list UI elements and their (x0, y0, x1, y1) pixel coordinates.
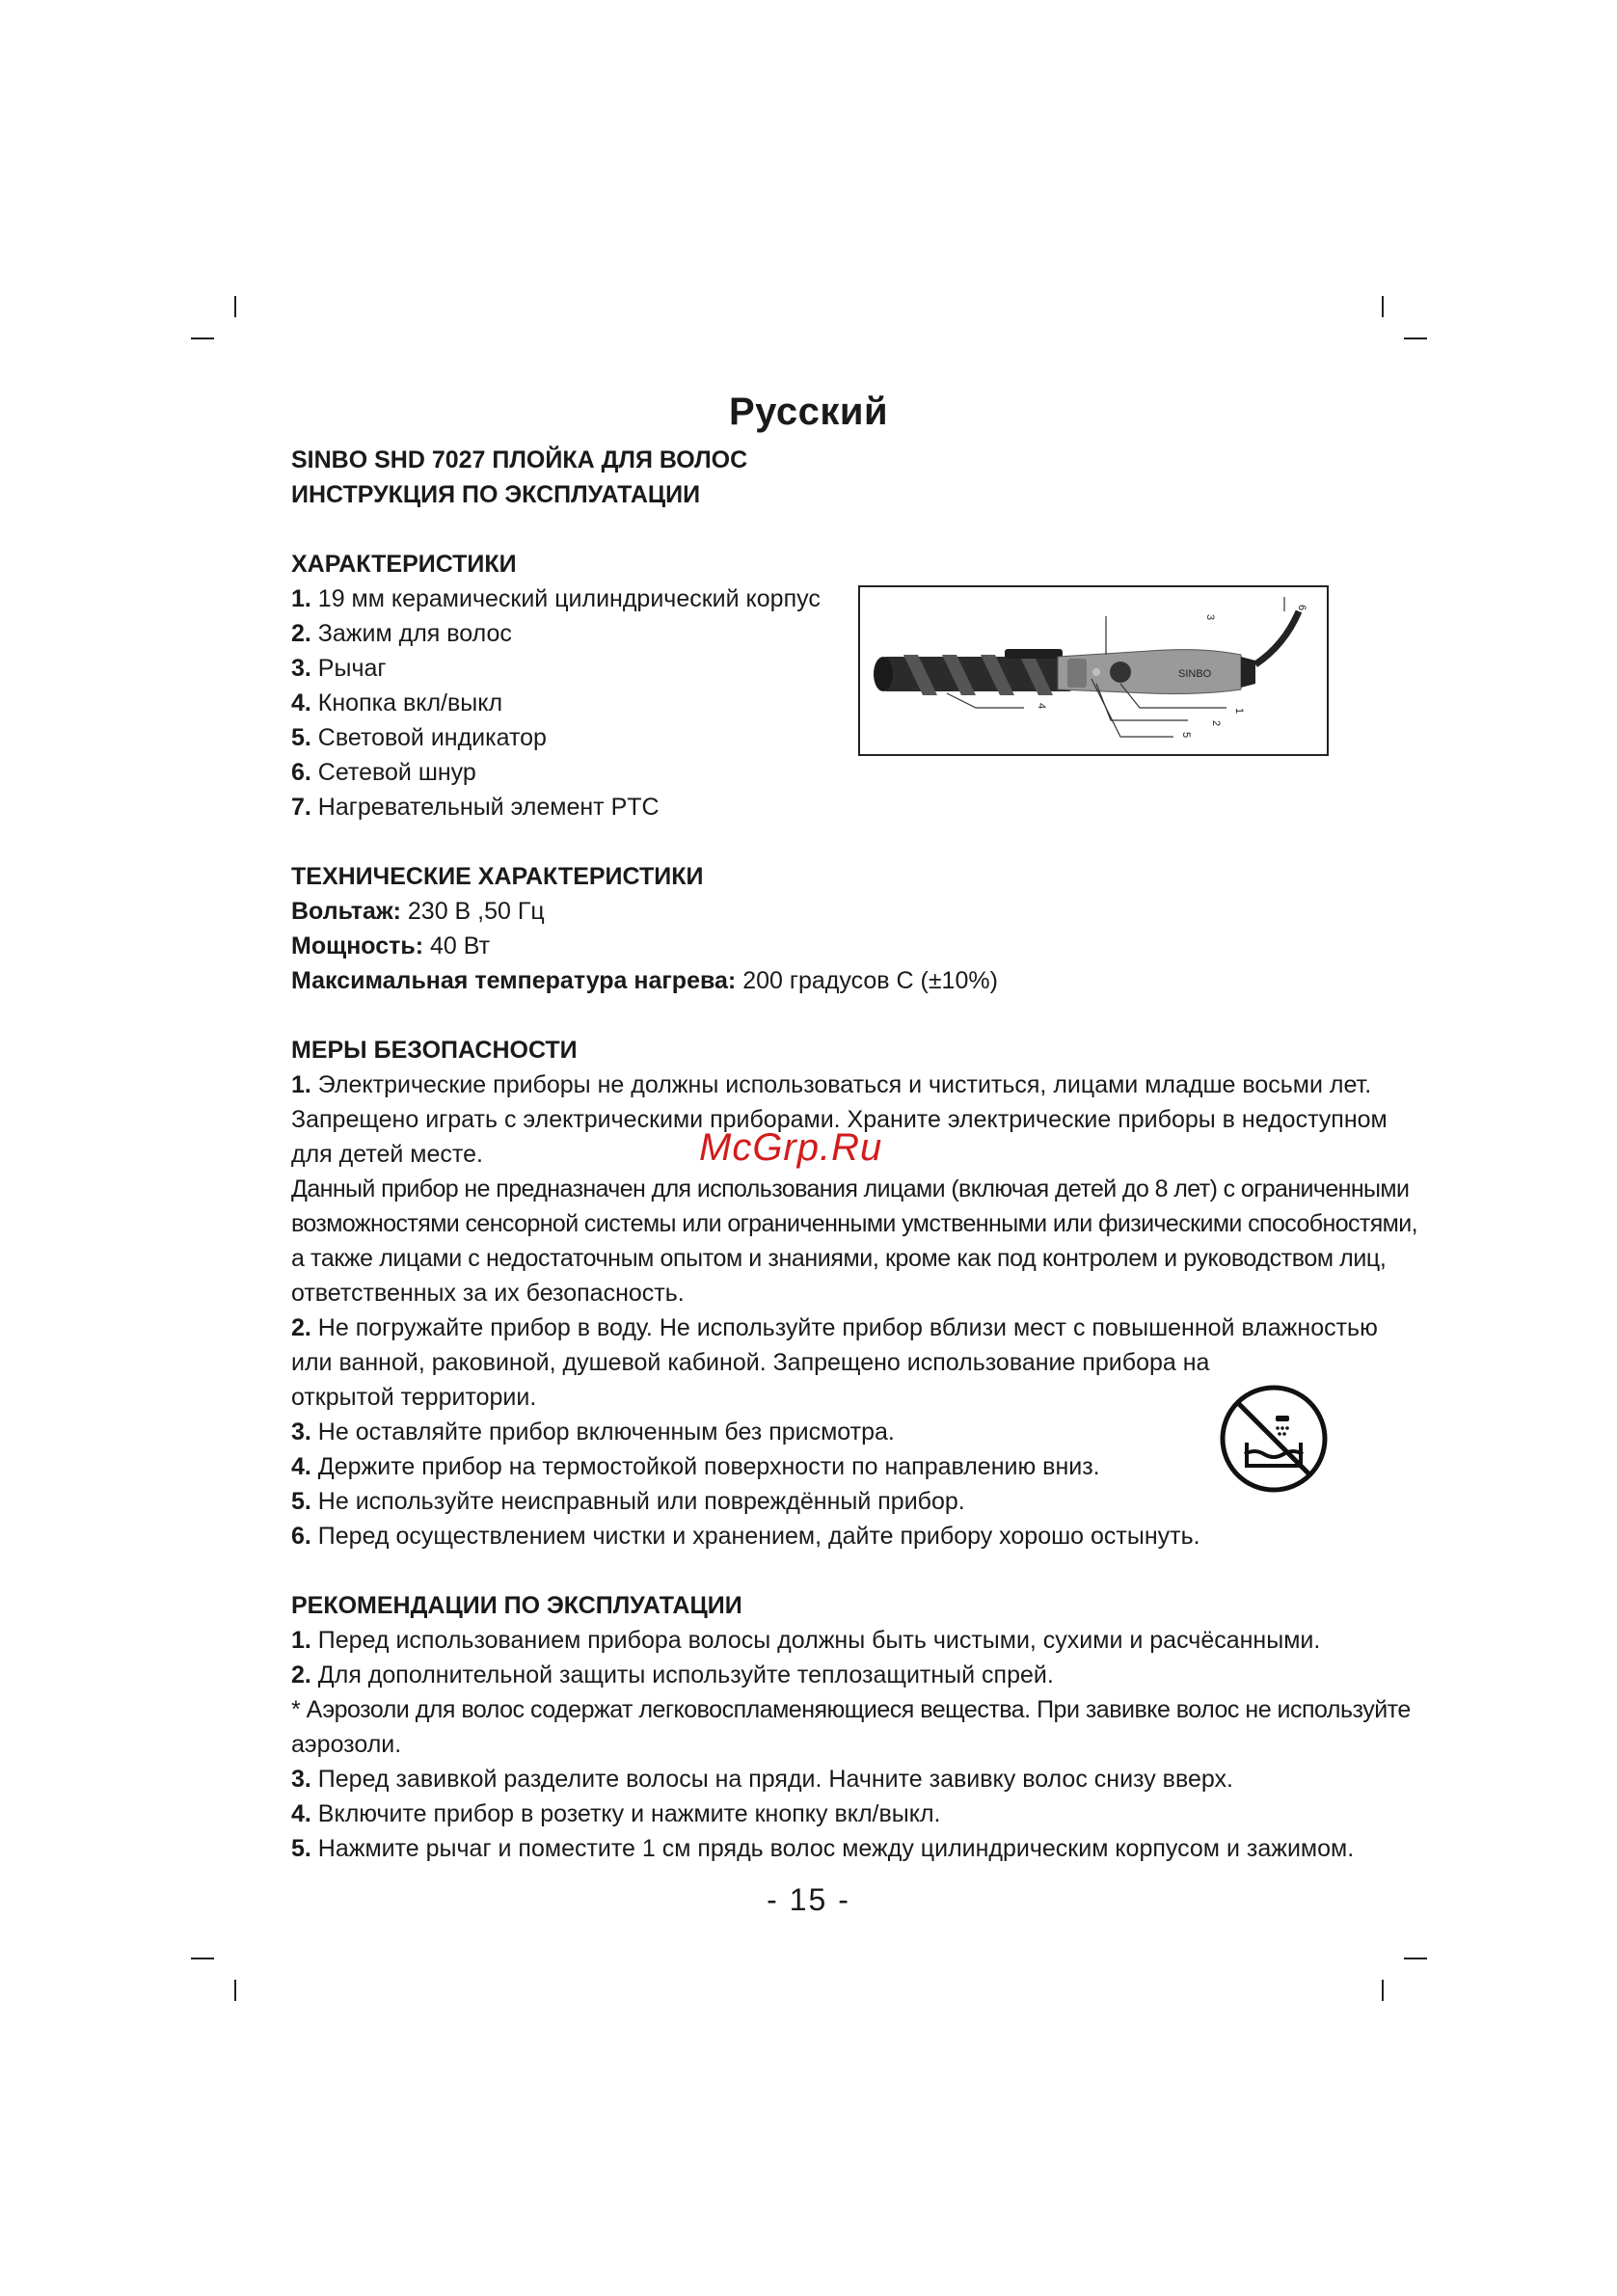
item-text: Перед использованием прибора волосы должны быть чистыми, сухими и расчёсанными. (310, 1627, 1321, 1654)
item-number: 6. (291, 759, 311, 786)
spec-temperature (291, 963, 1331, 998)
diagram-label: 2 (1210, 720, 1222, 727)
spec-voltage (291, 894, 1331, 929)
crop-mark (191, 338, 214, 339)
safety-note: Данный прибор не предназначен для использования лицами (включая детей до 8 лет) с ограниченными (291, 1175, 1410, 1202)
item-text: Рычаг (310, 655, 387, 682)
usage-item (291, 1623, 1331, 1658)
spec-label: Вольтаж: (291, 898, 401, 925)
item-number: 4. (291, 1800, 311, 1827)
crop-mark (1404, 1958, 1427, 1959)
item-number: 1. (291, 585, 311, 612)
crop-mark (1382, 296, 1384, 317)
crop-mark (234, 1980, 236, 2001)
safety-item-1-cont: Запрещено играть с электрическими приборами. Храните электрические приборы в недоступном (291, 1106, 1388, 1133)
safety-heading: МЕРЫ БЕЗОПАСНОСТИ (291, 1037, 578, 1064)
safety-item-1 (291, 1067, 1372, 1102)
item-number: 6. (291, 1523, 311, 1550)
item-number: 3. (291, 1418, 311, 1445)
item-text: Не оставляйте прибор включенным без присмотра. (310, 1418, 895, 1445)
item-text: Электрические приборы не должны использоваться и чиститься, лицами младше восьми лет. (310, 1071, 1372, 1098)
diagram-label: 1 (1233, 708, 1245, 715)
safety-note: возможностями сенсорной системы или ограниченными умственными или физическими способностями, (291, 1210, 1417, 1237)
usage-list (291, 1762, 1355, 1866)
item-number: 4. (291, 689, 311, 716)
usage-item (291, 1658, 1331, 1692)
feature-item (291, 755, 1331, 790)
item-text: Включите прибор в розетку и нажмите кнопку вкл/выкл. (310, 1800, 941, 1827)
safety-item-2-cont: или ванной, раковиной, душевой кабиной. Запрещено использование прибора на (291, 1349, 1210, 1376)
diagram-label: 6 (1296, 605, 1307, 611)
usage-item (291, 1796, 1331, 1831)
safety-item (291, 1484, 1331, 1519)
safety-item (291, 1415, 1331, 1449)
spec-label: Максимальная температура нагрева: (291, 967, 737, 994)
watermark: McGrp.Ru (699, 1126, 883, 1169)
crop-mark (191, 1958, 214, 1959)
features-heading: ХАРАКТЕРИСТИКИ (291, 551, 517, 578)
item-text: Не используйте неисправный или повреждённый прибор. (310, 1488, 965, 1515)
item-text: Нажмите рычаг и поместите 1 см прядь волос между цилиндрическим корпусом и зажимом. (310, 1835, 1355, 1862)
crop-mark (1404, 338, 1427, 339)
document-title: SINBO SHD 7027 ПЛОЙКА ДЛЯ ВОЛОС (291, 446, 748, 473)
spec-value: 200 градусов С (±10%) (736, 967, 998, 994)
no-water-warning-icon (1218, 1383, 1330, 1495)
diagram-label: 4 (1036, 703, 1047, 710)
hair-clamp (1005, 649, 1063, 659)
crop-mark (1382, 1980, 1384, 2001)
item-number: 7. (291, 794, 311, 821)
item-number: 5. (291, 724, 311, 751)
indicator-light-part (1092, 668, 1100, 676)
diagram-label: 5 (1180, 732, 1192, 739)
item-text: Нагревательный элемент PTC (310, 794, 660, 821)
spec-label: Мощность: (291, 932, 424, 959)
spec-value: 40 Вт (423, 932, 491, 959)
usage-item (291, 1762, 1331, 1796)
item-number: 1. (291, 1071, 311, 1098)
safety-item-2-cont: открытой территории. (291, 1384, 537, 1411)
power-cord (1255, 611, 1299, 664)
safety-note: ответственных за их безопасность. (291, 1280, 685, 1307)
item-text: Перед осуществлением чистки и хранением, дайте прибору хорошо остынуть. (310, 1523, 1200, 1550)
item-text: Световой индикатор (310, 724, 547, 751)
safety-item (291, 1519, 1331, 1553)
cord-joint (1241, 657, 1255, 688)
safety-item-2 (291, 1310, 1378, 1345)
safety-item-1-cont: для детей месте. (291, 1141, 483, 1168)
lever (1067, 659, 1087, 688)
item-number: 2. (291, 1661, 311, 1688)
curling-iron-illustration (860, 587, 1327, 754)
item-number: 5. (291, 1835, 311, 1862)
power-button-part (1110, 662, 1131, 683)
page-number: - 15 - (767, 1882, 850, 1917)
feature-item (291, 790, 1331, 824)
item-number: 2. (291, 620, 311, 647)
safety-item (291, 1449, 1331, 1484)
barrel-tip (874, 657, 893, 691)
usage-heading: РЕКОМЕНДАЦИИ ПО ЭКСПЛУАТАЦИИ (291, 1592, 742, 1619)
item-text: Сетевой шнур (310, 759, 476, 786)
diagram-label: 3 (1204, 614, 1216, 621)
item-text: Не погружайте прибор в воду. Не используйте прибор вблизи мест с повышенной влажностью (310, 1314, 1378, 1341)
item-text: Держите прибор на термостойкой поверхности по направлению вниз. (310, 1453, 1100, 1480)
item-text: Кнопка вкл/выкл (310, 689, 503, 716)
usage-note: аэрозоли. (291, 1731, 402, 1758)
crop-mark (234, 296, 236, 317)
product-diagram (858, 585, 1329, 756)
item-number: 4. (291, 1453, 311, 1480)
spec-power (291, 929, 1331, 963)
safety-list (291, 1415, 1331, 1553)
safety-note: а также лицами с недостаточным опытом и знаниями, кроме как под контролем и руководством лиц, (291, 1245, 1387, 1272)
usage-item (291, 1831, 1355, 1866)
item-number: 2. (291, 1314, 311, 1341)
document-subtitle: ИНСТРУКЦИЯ ПО ЭКСПЛУАТАЦИИ (291, 481, 701, 508)
item-number: 3. (291, 655, 311, 682)
item-text: 19 мм керамический цилиндрический корпус (310, 585, 821, 612)
item-text: Для дополнительной защиты используйте теплозащитный спрей. (310, 1661, 1054, 1688)
specs-heading: ТЕХНИЧЕСКИЕ ХАРАКТЕРИСТИКИ (291, 863, 704, 890)
item-text: Зажим для волос (310, 620, 512, 647)
brand-label: SINBO (1178, 668, 1212, 680)
item-number: 1. (291, 1627, 311, 1654)
item-number: 5. (291, 1488, 311, 1515)
spec-value: 230 В ,50 Гц (400, 898, 545, 925)
item-number: 3. (291, 1766, 311, 1793)
usage-note: * Аэрозоли для волос содержат легковоспламеняющиеся вещества. При завивке волос не используйте (291, 1696, 1411, 1723)
page-title: Русский (728, 391, 889, 433)
item-text: Перед завивкой разделите волосы на пряди. Начните завивку волос снизу вверх. (310, 1766, 1233, 1793)
